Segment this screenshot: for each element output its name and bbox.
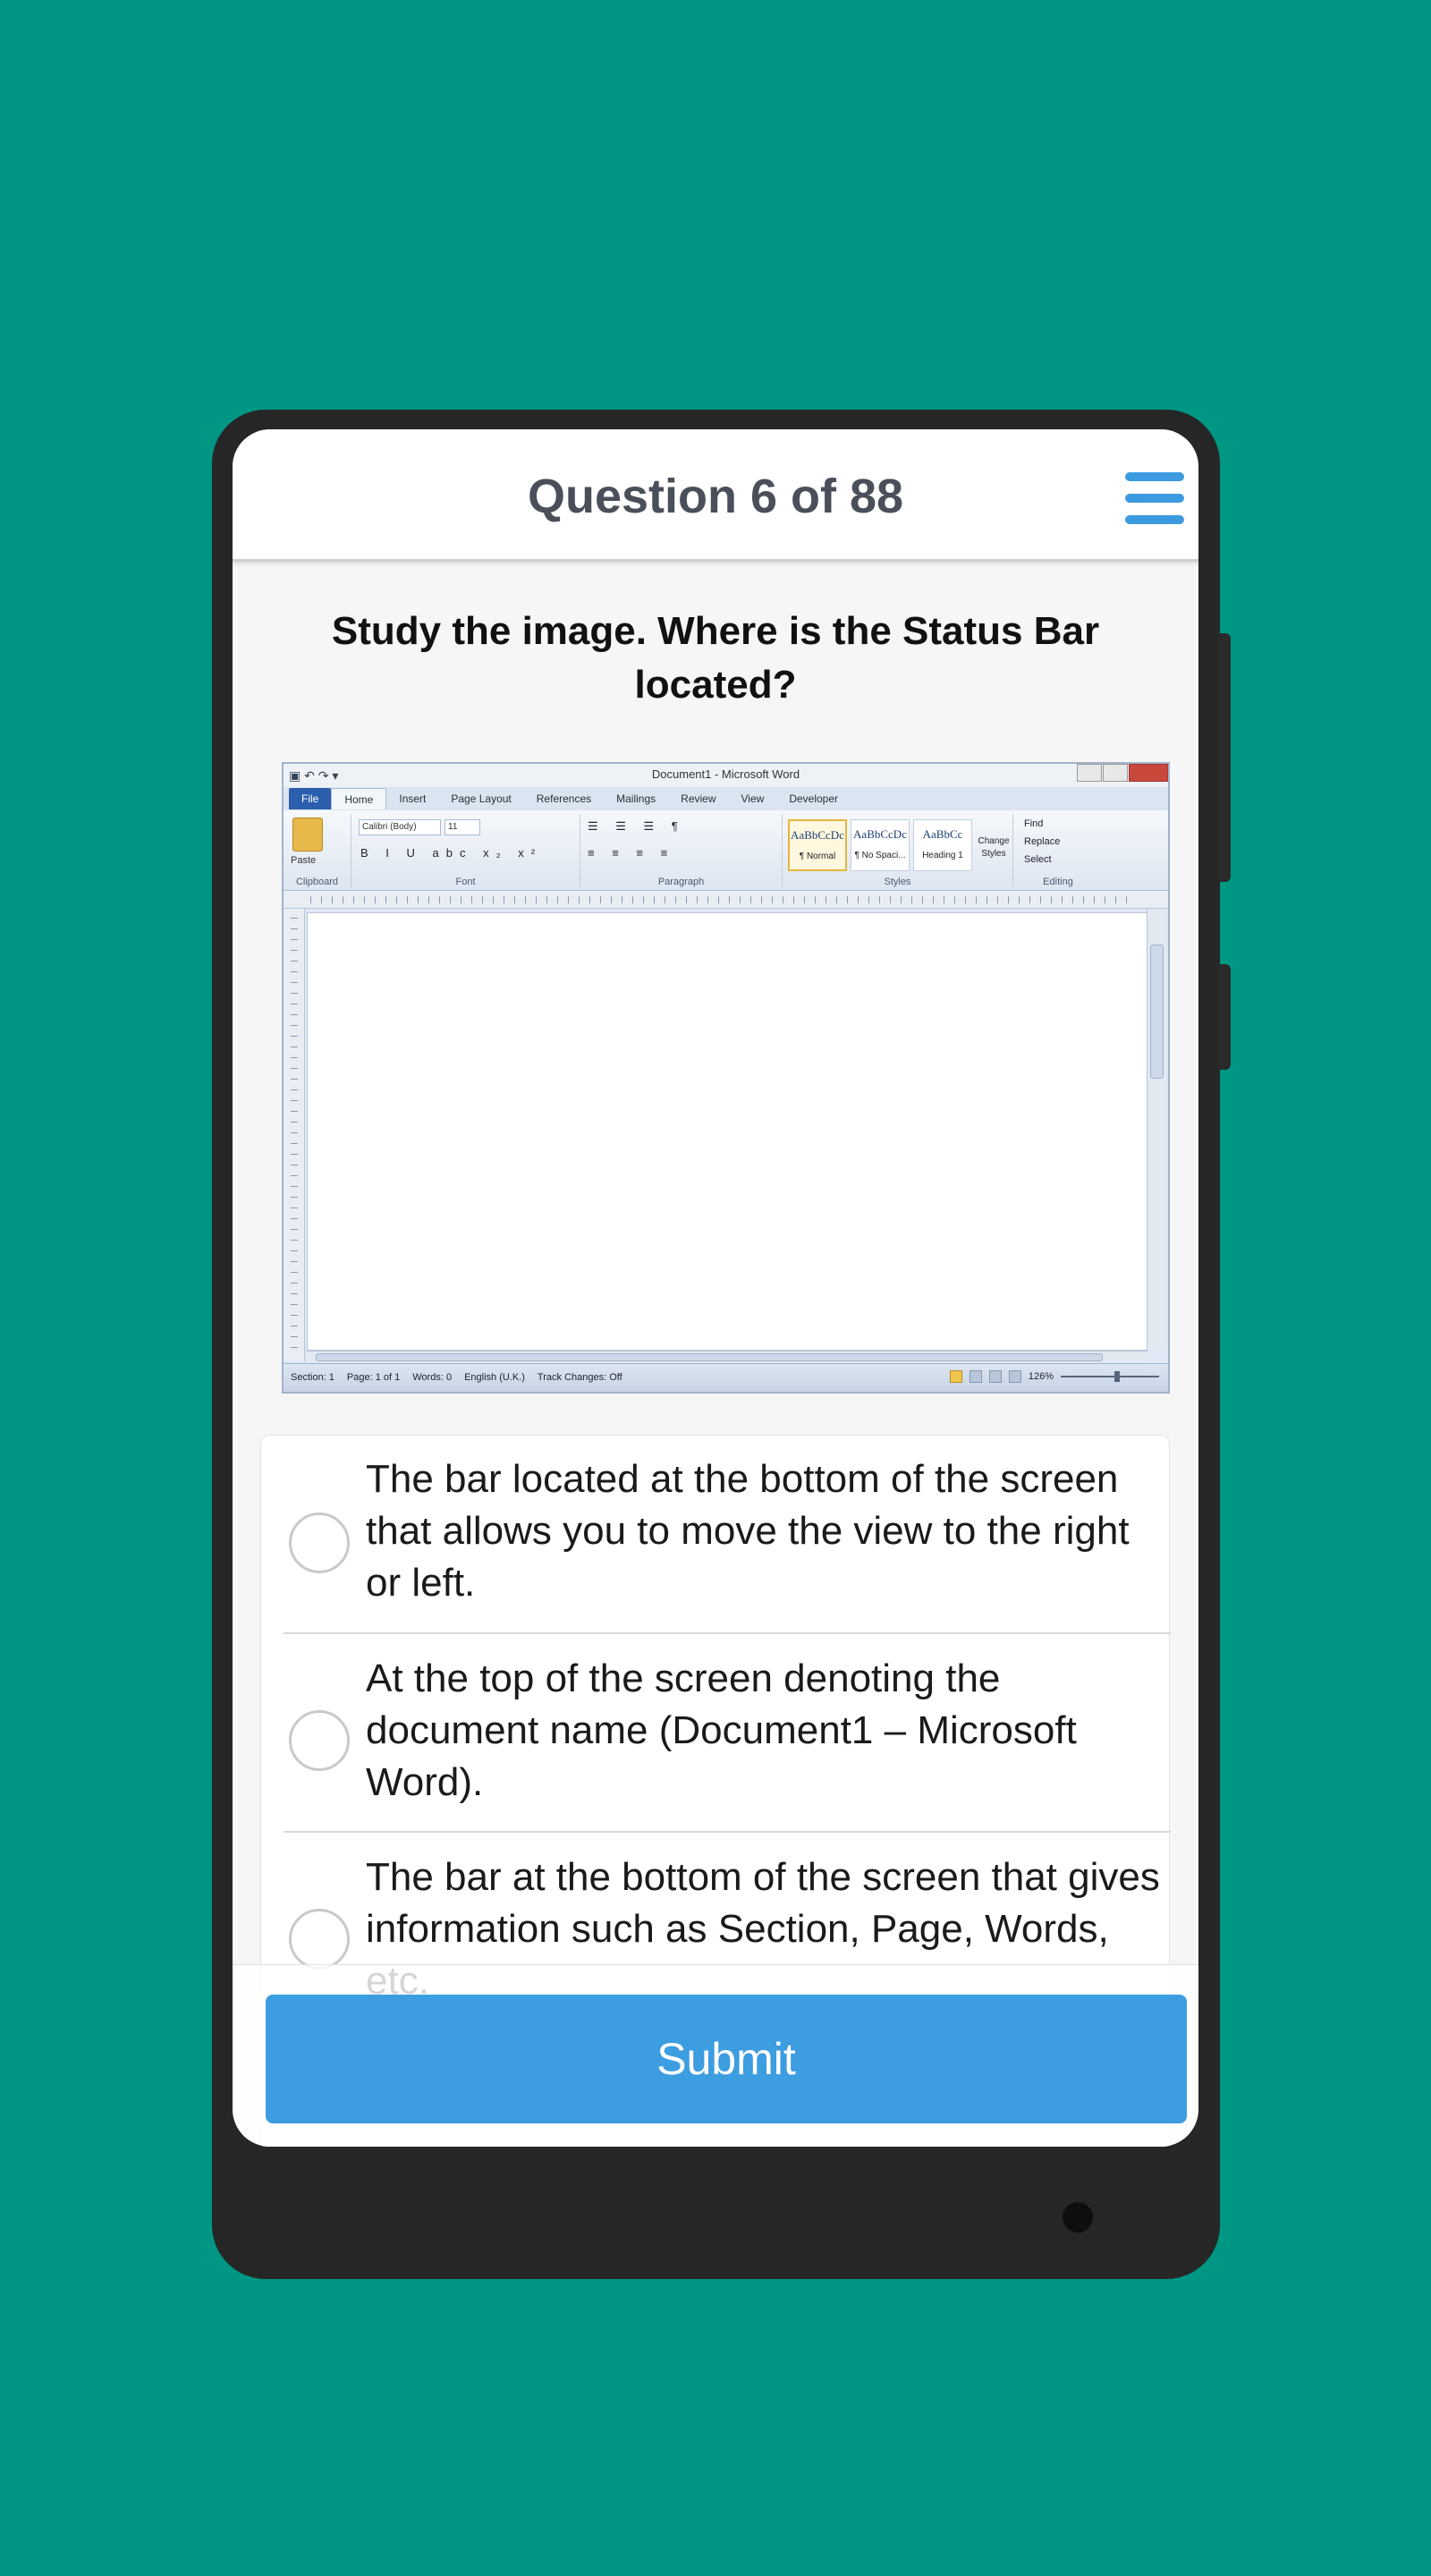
page-title: Question 6 of 88 (527, 470, 904, 523)
list-icons: ☰ ☰ ☰ ¶ (588, 819, 685, 833)
style-heading-1: AaBbCc Heading 1 (913, 819, 972, 871)
group-label-editing: Editing (1043, 877, 1073, 887)
horizontal-ruler (284, 891, 1168, 909)
camera-dot (1063, 2202, 1093, 2233)
radio-button-2[interactable] (289, 1710, 350, 1771)
word-tab-references: References (536, 792, 592, 805)
style-normal: AaBbCcDc ¶ Normal (788, 819, 847, 871)
word-screenshot-image (282, 762, 1170, 1394)
ribbon-group-font (351, 814, 580, 887)
word-status-bar (284, 1363, 1168, 1392)
word-ribbon (284, 810, 1168, 891)
vertical-ruler (284, 909, 305, 1361)
answer-text-3: The bar at the bottom of the screen that gives information such as Section, Page, Words, (366, 1855, 1160, 1951)
font-name-box: Calibri (Body) (359, 819, 441, 835)
zoom-level: 126% (1028, 1371, 1054, 1382)
paste-label: Paste (291, 855, 317, 866)
header (233, 429, 1198, 562)
ribbon-group-paragraph (580, 814, 783, 887)
group-label-paragraph: Paragraph (657, 877, 705, 887)
print-layout-icon (950, 1370, 962, 1383)
group-label-font: Font (455, 877, 476, 887)
word-title: Document1 - Microsoft Word (651, 767, 800, 781)
outline-view-icon (1009, 1370, 1021, 1383)
word-tab-page-layout: Page Layout (451, 792, 512, 805)
submit-button[interactable]: Submit (266, 1995, 1187, 2123)
web-layout-icon (989, 1370, 1002, 1383)
word-tab-developer: Developer (789, 792, 839, 805)
editing-select: Select (1024, 854, 1052, 865)
change-styles-label: Change Styles (978, 836, 1010, 859)
align-icons: ≡ ≡ ≡ ≡ (588, 846, 675, 860)
status-language: English (U.K.) (464, 1372, 525, 1383)
group-label-styles: Styles (884, 877, 911, 887)
word-titlebar (284, 764, 1168, 787)
font-size-box: 11 (445, 819, 480, 835)
status-track-changes: Track Changes: Off (537, 1372, 622, 1383)
divider (284, 1831, 1171, 1833)
status-page: Page: 1 of 1 (346, 1372, 401, 1383)
answer-option-1[interactable] (284, 1453, 1171, 1632)
ribbon-group-clipboard (284, 814, 351, 887)
status-section: Section: 1 (291, 1372, 334, 1383)
word-tab-view: View (741, 792, 765, 805)
divider (284, 1632, 1171, 1634)
status-words: Words: 0 (412, 1372, 453, 1383)
radio-button-1[interactable] (289, 1513, 350, 1573)
paste-icon (292, 818, 323, 852)
word-tab-insert: Insert (399, 792, 427, 805)
question-text: Study the image. Where is the Status Bar located? (331, 609, 1100, 707)
word-tab-review: Review (681, 792, 716, 805)
power-button (1218, 964, 1231, 1070)
group-label-clipboard: Clipboard (295, 877, 339, 887)
ribbon-group-styles (783, 814, 1013, 887)
radio-button-3[interactable] (289, 1909, 350, 1970)
document-page (307, 912, 1147, 1351)
word-tab-home: Home (331, 788, 386, 809)
quick-access-icon: ▣ ↶ ↷ ▾ (289, 768, 339, 783)
word-tab-mailings: Mailings (616, 792, 656, 805)
hamburger-menu-icon[interactable] (1125, 469, 1184, 528)
answer-text-2: At the top of the screen denoting the document name (Document1 – Microsoft Word). (366, 1657, 1077, 1804)
font-format-icons: B I U abc x₂ x² (360, 846, 543, 860)
reading-view-icon (970, 1370, 982, 1383)
answer-text-1: The bar located at the bottom of the screen that allows you to move the view to the right or left. (366, 1457, 1130, 1605)
ribbon-group-editing (1013, 814, 1103, 887)
horizontal-scrollbar (307, 1351, 1147, 1363)
zoom-slider (1061, 1376, 1159, 1377)
style-no-spacing: AaBbCcDc ¶ No Spaci... (851, 819, 910, 871)
volume-button (1218, 633, 1231, 882)
word-tab-file: File (289, 788, 331, 809)
word-ribbon-tabs (284, 787, 1168, 810)
window-controls (1076, 764, 1168, 784)
editing-replace: Replace (1024, 836, 1061, 847)
vertical-scrollbar (1147, 909, 1166, 1347)
answer-option-2[interactable] (284, 1653, 1171, 1832)
editing-find: Find (1024, 818, 1044, 829)
app-screen (233, 429, 1198, 2147)
